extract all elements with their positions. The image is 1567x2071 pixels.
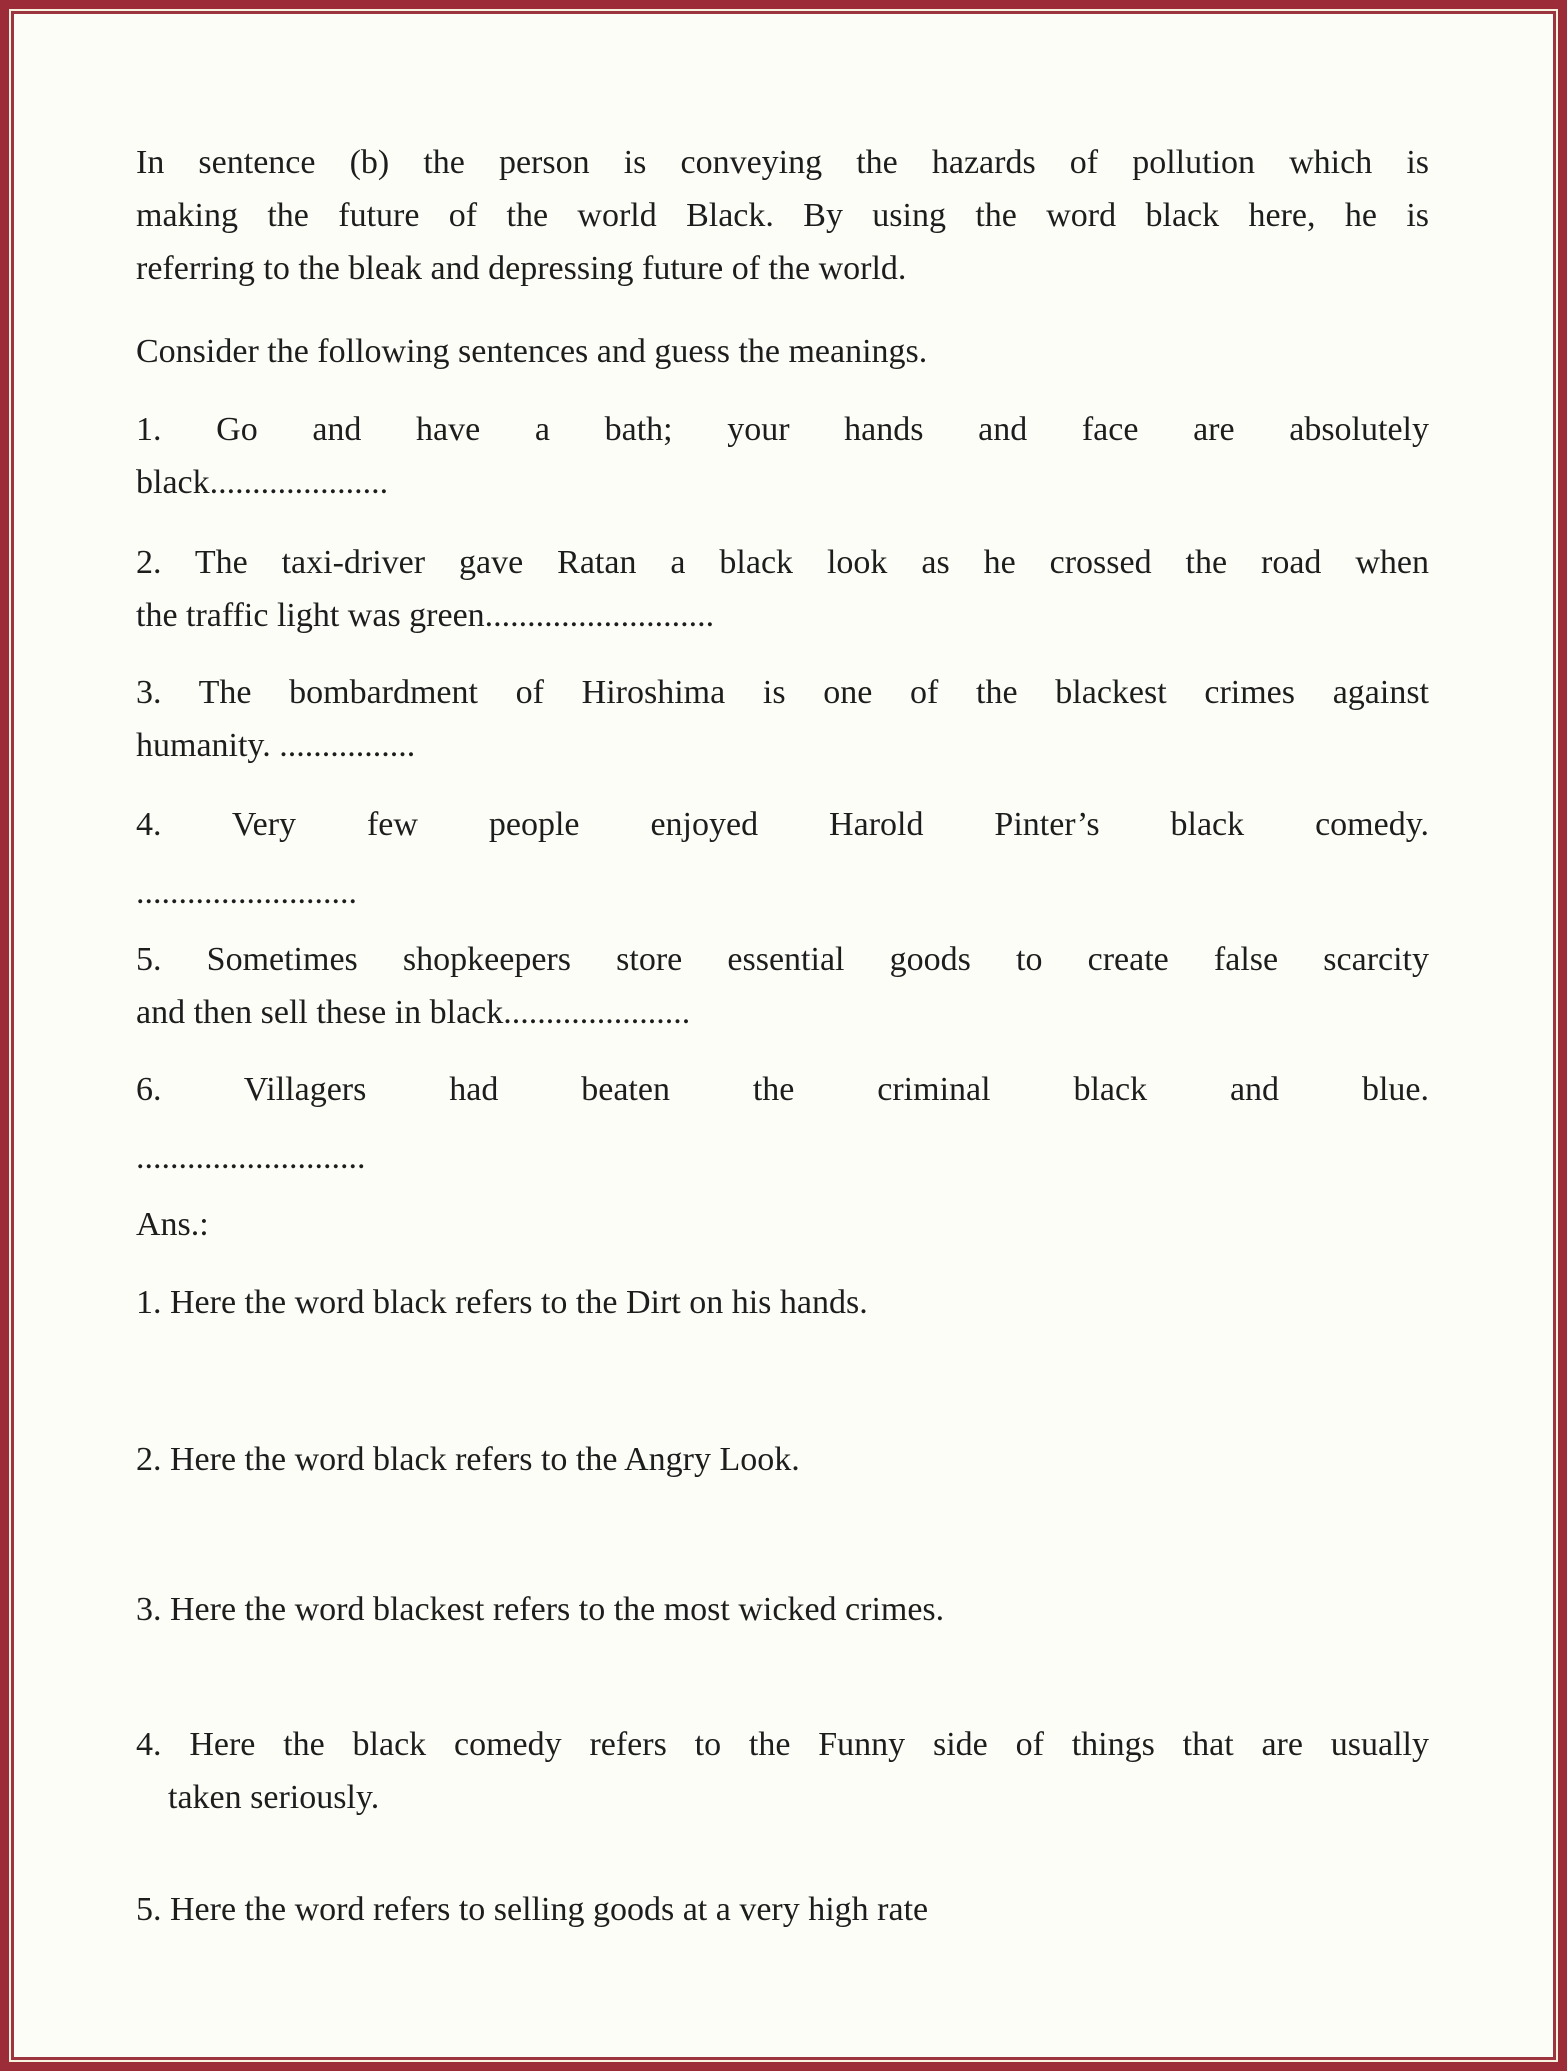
question-item-3 xyxy=(136,666,1429,772)
text-line: Consider the following sentences and guess the meanings. xyxy=(136,333,928,370)
text-line: 6. Villagers had beaten the criminal black and blue. xyxy=(136,1071,1429,1108)
text-line: 1. Here the word black refers to the Dirt on his hands. xyxy=(136,1284,868,1321)
consider-paragraph xyxy=(136,325,1429,378)
fill-in-blank-line: humanity. ................ xyxy=(136,727,416,764)
answer-item-1 xyxy=(136,1276,1429,1329)
answer-item-3 xyxy=(136,1583,1429,1636)
text-line: 5. Here the word refers to selling goods at a very high rate xyxy=(136,1891,929,1928)
question-item-4 xyxy=(136,798,1429,919)
answer-item-4 xyxy=(136,1718,1429,1824)
text-line: making the future of the world Black. By using the word black here, he is xyxy=(136,197,1429,234)
intro-paragraph xyxy=(136,136,1429,295)
text-line: taken seriously. xyxy=(168,1779,380,1816)
fill-in-blank-line: .......................... xyxy=(136,874,357,911)
text-line: 2. The taxi-driver gave Ratan a black look as he crossed the road when xyxy=(136,544,1429,581)
fill-in-blank-line: ........................... xyxy=(136,1139,366,1176)
page-border-gap xyxy=(9,9,1558,2062)
page-border-inner-rule xyxy=(11,11,1556,2060)
question-item-6 xyxy=(136,1063,1429,1184)
question-item-5 xyxy=(136,933,1429,1039)
question-item-2 xyxy=(136,536,1429,642)
text-line: referring to the bleak and depressing future of the world. xyxy=(136,250,907,287)
answer-item-2 xyxy=(136,1433,1429,1486)
text-line: 5. Sometimes shopkeepers store essential goods to create false scarcity xyxy=(136,941,1429,978)
text-line: 4. Here the black comedy refers to the Funny side of things that are usually xyxy=(136,1726,1429,1763)
answers-label xyxy=(136,1198,1429,1251)
question-item-1 xyxy=(136,403,1429,509)
answer-item-5 xyxy=(136,1883,1429,1936)
text-line: Ans.: xyxy=(136,1206,209,1243)
page-content xyxy=(14,14,1553,2057)
text-line: In sentence (b) the person is conveying the hazards of pollution which is xyxy=(136,144,1429,181)
fill-in-blank-line: and then sell these in black...................... xyxy=(136,994,691,1031)
text-line: 3. The bombardment of Hiroshima is one of the blackest crimes against xyxy=(136,674,1429,711)
text-line: 4. Very few people enjoyed Harold Pinter’s black comedy. xyxy=(136,806,1429,843)
text-line: 2. Here the word black refers to the Angry Look. xyxy=(136,1441,800,1478)
fill-in-blank-line: black..................... xyxy=(136,464,389,501)
fill-in-blank-line: the traffic light was green........................... xyxy=(136,597,715,634)
text-line: 1. Go and have a bath; your hands and face are absolutely xyxy=(136,411,1429,448)
text-line: 3. Here the word blackest refers to the most wicked crimes. xyxy=(136,1591,945,1628)
